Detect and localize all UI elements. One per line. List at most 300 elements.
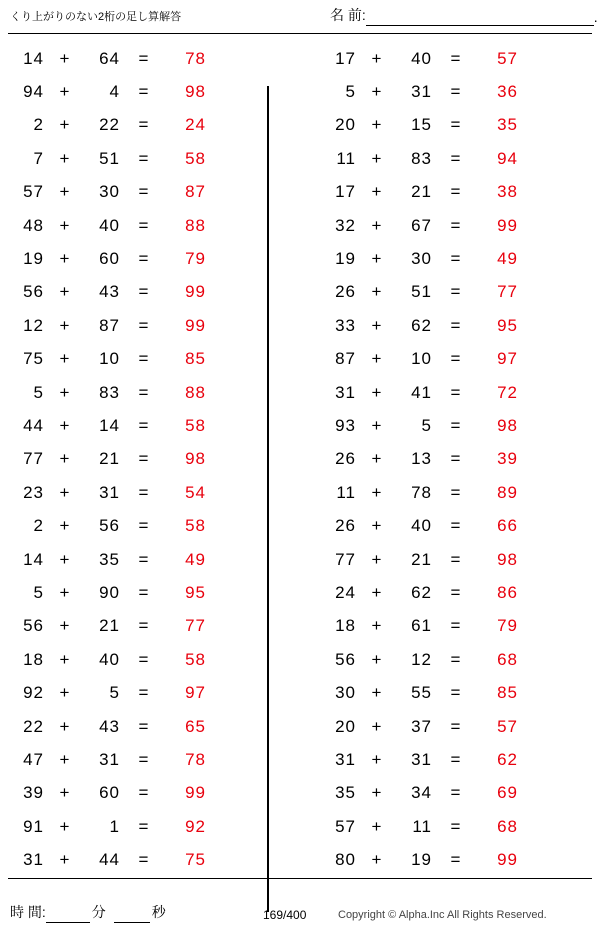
operand-a: 2 [33,516,44,536]
answer-value: 65 [185,716,206,736]
plus-icon: + [371,215,383,235]
problem-row [0,109,300,142]
answer-value: 95 [497,315,518,335]
answer-value: 58 [185,649,206,669]
plus-icon: + [59,449,71,469]
operand-b: 4 [109,82,120,102]
problem-row [0,75,300,108]
copyright-notice: Copyright © Alpha.Inc All Rights Reserved. [338,909,547,921]
answer-value: 99 [185,282,206,302]
equals-icon: = [138,148,150,168]
plus-icon: + [371,115,383,135]
operand-a: 93 [335,415,356,435]
operand-b: 40 [411,516,432,536]
plus-icon: + [371,749,383,769]
problem-row [300,276,600,309]
equals-icon: = [450,649,462,669]
equals-icon: = [450,382,462,402]
problem-row [300,843,600,876]
answer-value: 57 [497,716,518,736]
operand-a: 18 [23,649,44,669]
answer-value: 98 [185,82,206,102]
operand-b: 41 [411,382,432,402]
equals-icon: = [450,182,462,202]
problem-row [300,443,600,476]
page-number: 169/400 [263,908,307,922]
left-column [0,42,300,872]
problem-row [300,309,600,342]
operand-b: 14 [99,415,120,435]
problem-row [300,643,600,676]
operand-a: 17 [335,48,356,68]
operand-b: 55 [411,683,432,703]
problem-row [0,309,300,342]
operand-a: 2 [33,115,44,135]
operand-b: 30 [411,249,432,269]
plus-icon: + [371,616,383,636]
answer-value: 89 [497,482,518,502]
operand-b: 31 [99,482,120,502]
operand-a: 11 [336,148,356,168]
operand-a: 57 [23,182,44,202]
plus-icon: + [59,282,71,302]
equals-icon: = [138,182,150,202]
problem-row [0,743,300,776]
answer-value: 24 [185,115,206,135]
operand-a: 23 [23,482,44,502]
right-column [300,42,600,872]
operand-b: 62 [411,315,432,335]
plus-icon: + [371,182,383,202]
plus-icon: + [59,315,71,335]
problem-row [0,409,300,442]
plus-icon: + [371,82,383,102]
seconds-input[interactable] [114,906,150,923]
plus-icon: + [371,282,383,302]
equals-icon: = [138,82,150,102]
answer-value: 88 [185,382,206,402]
operand-a: 14 [23,48,44,68]
plus-icon: + [371,649,383,669]
equals-icon: = [138,249,150,269]
operand-b: 60 [99,249,120,269]
operand-a: 94 [23,82,44,102]
answer-value: 98 [497,415,518,435]
problem-row [0,209,300,242]
answer-value: 99 [497,850,518,870]
equals-icon: = [450,349,462,369]
plus-icon: + [371,582,383,602]
equals-icon: = [138,449,150,469]
plus-icon: + [59,683,71,703]
operand-b: 60 [99,783,120,803]
equals-icon: = [138,349,150,369]
plus-icon: + [59,215,71,235]
answer-value: 62 [497,749,518,769]
operand-b: 87 [99,315,120,335]
plus-icon: + [59,783,71,803]
answer-value: 77 [497,282,518,302]
answer-value: 49 [185,549,206,569]
operand-b: 5 [109,683,120,703]
answer-value: 79 [185,249,206,269]
plus-icon: + [59,115,71,135]
equals-icon: = [450,816,462,836]
operand-b: 83 [411,148,432,168]
plus-icon: + [59,616,71,636]
problem-row [300,209,600,242]
equals-icon: = [450,48,462,68]
problem-row [300,676,600,709]
plus-icon: + [371,716,383,736]
equals-icon: = [450,282,462,302]
operand-a: 44 [23,415,44,435]
equals-icon: = [450,616,462,636]
footer-divider [8,878,592,879]
plus-icon: + [371,315,383,335]
plus-icon: + [371,349,383,369]
page-footer [0,882,600,932]
operand-a: 26 [335,516,356,536]
plus-icon: + [371,783,383,803]
operand-b: 21 [99,616,120,636]
problem-row [300,409,600,442]
plus-icon: + [59,482,71,502]
equals-icon: = [450,215,462,235]
problem-row [0,610,300,643]
equals-icon: = [138,582,150,602]
operand-b: 34 [411,783,432,803]
operand-a: 20 [335,716,356,736]
plus-icon: + [59,749,71,769]
problem-row [300,109,600,142]
equals-icon: = [138,850,150,870]
operand-a: 5 [33,582,44,602]
equals-icon: = [138,649,150,669]
plus-icon: + [371,249,383,269]
time-label: 時 間: [10,904,46,920]
operand-a: 75 [23,349,44,369]
answer-value: 78 [185,48,206,68]
answer-value: 68 [497,649,518,669]
equals-icon: = [138,315,150,335]
problem-row [0,176,300,209]
operand-a: 11 [336,482,356,502]
operand-b: 40 [99,649,120,669]
problem-row [0,42,300,75]
plus-icon: + [59,48,71,68]
equals-icon: = [138,115,150,135]
problem-row [300,710,600,743]
operand-a: 18 [335,616,356,636]
seconds-unit: 秒 [151,904,166,920]
problem-row [300,476,600,509]
equals-icon: = [138,382,150,402]
column-divider [267,86,269,912]
operand-b: 51 [411,282,432,302]
operand-a: 56 [23,282,44,302]
equals-icon: = [450,683,462,703]
plus-icon: + [59,649,71,669]
answer-value: 77 [185,616,206,636]
problem-row [0,676,300,709]
plus-icon: + [59,816,71,836]
plus-icon: + [371,683,383,703]
operand-a: 39 [23,783,44,803]
answer-value: 49 [497,249,518,269]
answer-value: 79 [497,616,518,636]
equals-icon: = [450,82,462,102]
answer-value: 87 [185,182,206,202]
answer-value: 38 [497,182,518,202]
operand-b: 21 [99,449,120,469]
operand-b: 31 [411,82,432,102]
operand-a: 7 [33,148,44,168]
operand-a: 87 [335,349,356,369]
operand-b: 15 [411,115,432,135]
problem-row [300,176,600,209]
operand-a: 33 [335,315,356,335]
problem-row [0,843,300,876]
page-header [0,0,600,34]
problem-row [300,242,600,275]
problem-row [0,276,300,309]
equals-icon: = [450,315,462,335]
problem-row [0,643,300,676]
plus-icon: + [59,582,71,602]
operand-b: 1 [109,816,120,836]
answer-value: 39 [497,449,518,469]
plus-icon: + [371,415,383,435]
equals-icon: = [450,415,462,435]
problem-row [300,75,600,108]
plus-icon: + [59,415,71,435]
answer-value: 86 [497,582,518,602]
equals-icon: = [138,215,150,235]
name-label: 名 前: [330,7,366,23]
operand-b: 30 [99,182,120,202]
answer-value: 95 [185,582,206,602]
equals-icon: = [450,850,462,870]
operand-b: 44 [99,850,120,870]
problem-row [300,509,600,542]
plus-icon: + [59,182,71,202]
equals-icon: = [450,482,462,502]
equals-icon: = [138,816,150,836]
plus-icon: + [59,516,71,536]
equals-icon: = [450,516,462,536]
operand-b: 5 [421,415,432,435]
equals-icon: = [450,716,462,736]
answer-value: 85 [185,349,206,369]
problem-row [300,810,600,843]
plus-icon: + [371,549,383,569]
operand-b: 62 [411,582,432,602]
problem-row [0,810,300,843]
operand-b: 35 [99,549,120,569]
problem-row [0,777,300,810]
problem-row [0,376,300,409]
minutes-unit: 分 [91,904,106,920]
equals-icon: = [138,48,150,68]
plus-icon: + [59,249,71,269]
operand-b: 40 [411,48,432,68]
problem-row [0,142,300,175]
problem-row [300,743,600,776]
problem-row [300,343,600,376]
operand-b: 13 [411,449,432,469]
operand-b: 22 [99,115,120,135]
operand-a: 47 [23,749,44,769]
plus-icon: + [59,850,71,870]
equals-icon: = [138,716,150,736]
answer-value: 72 [497,382,518,402]
operand-a: 48 [23,215,44,235]
operand-a: 19 [23,249,44,269]
problem-row [0,576,300,609]
problem-row [300,610,600,643]
operand-b: 10 [99,349,120,369]
plus-icon: + [371,482,383,502]
equals-icon: = [138,415,150,435]
operand-b: 51 [99,148,120,168]
problem-row [0,443,300,476]
answer-value: 98 [185,449,206,469]
operand-a: 32 [335,215,356,235]
equals-icon: = [138,783,150,803]
equals-icon: = [450,549,462,569]
operand-b: 43 [99,716,120,736]
problem-row [0,476,300,509]
plus-icon: + [59,148,71,168]
problem-row [300,576,600,609]
plus-icon: + [371,48,383,68]
equals-icon: = [138,516,150,536]
answer-value: 85 [497,683,518,703]
answer-value: 54 [185,482,206,502]
answer-value: 98 [497,549,518,569]
equals-icon: = [450,249,462,269]
operand-a: 24 [335,582,356,602]
operand-a: 77 [23,449,44,469]
equals-icon: = [138,549,150,569]
equals-icon: = [450,783,462,803]
time-field-area [10,902,174,923]
plus-icon: + [59,716,71,736]
operand-a: 31 [335,382,356,402]
operand-a: 77 [335,549,356,569]
plus-icon: + [371,382,383,402]
equals-icon: = [138,482,150,502]
operand-b: 12 [411,649,432,669]
name-input[interactable] [366,8,594,26]
operand-a: 91 [23,816,44,836]
operand-b: 37 [411,716,432,736]
answer-value: 92 [185,816,206,836]
operand-b: 21 [411,549,432,569]
operand-a: 80 [335,850,356,870]
problem-row [300,42,600,75]
operand-b: 78 [411,482,432,502]
answer-value: 99 [185,783,206,803]
answer-value: 58 [185,516,206,536]
operand-b: 10 [411,349,432,369]
operand-b: 83 [99,382,120,402]
answer-value: 68 [497,816,518,836]
operand-a: 26 [335,282,356,302]
operand-a: 5 [33,382,44,402]
operand-a: 30 [335,683,356,703]
problem-row [0,343,300,376]
operand-a: 14 [23,549,44,569]
operand-a: 56 [335,649,356,669]
operand-a: 19 [335,249,356,269]
answer-value: 97 [185,683,206,703]
problem-row [300,376,600,409]
operand-b: 31 [411,749,432,769]
plus-icon: + [371,516,383,536]
problem-row [0,543,300,576]
plus-icon: + [59,349,71,369]
equals-icon: = [138,616,150,636]
problem-row [300,543,600,576]
operand-a: 57 [335,816,356,836]
answer-value: 58 [185,415,206,435]
problem-row [0,710,300,743]
operand-a: 26 [335,449,356,469]
plus-icon: + [371,148,383,168]
equals-icon: = [138,683,150,703]
operand-a: 17 [335,182,356,202]
operand-b: 11 [412,816,432,836]
page-title: くり上がりのない2桁の足し算解答 [10,11,182,23]
problem-row [300,777,600,810]
answer-value: 75 [185,850,206,870]
plus-icon: + [371,850,383,870]
problem-row [0,509,300,542]
name-trailing-dot: . [593,9,598,25]
equals-icon: = [450,749,462,769]
answer-value: 97 [497,349,518,369]
equals-icon: = [450,148,462,168]
problems-container [0,42,600,872]
plus-icon: + [371,449,383,469]
operand-b: 31 [99,749,120,769]
operand-b: 56 [99,516,120,536]
answer-value: 57 [497,48,518,68]
operand-a: 31 [23,850,44,870]
plus-icon: + [371,816,383,836]
minutes-input[interactable] [46,906,90,923]
operand-b: 43 [99,282,120,302]
answer-value: 66 [497,516,518,536]
problem-row [0,242,300,275]
operand-b: 19 [411,850,432,870]
answer-value: 99 [185,315,206,335]
plus-icon: + [59,382,71,402]
operand-a: 5 [345,82,356,102]
equals-icon: = [138,749,150,769]
operand-b: 21 [411,182,432,202]
name-field-area [330,5,598,26]
operand-b: 40 [99,215,120,235]
answer-value: 35 [497,115,518,135]
answer-value: 69 [497,783,518,803]
plus-icon: + [59,82,71,102]
operand-a: 22 [23,716,44,736]
answer-value: 36 [497,82,518,102]
equals-icon: = [450,115,462,135]
